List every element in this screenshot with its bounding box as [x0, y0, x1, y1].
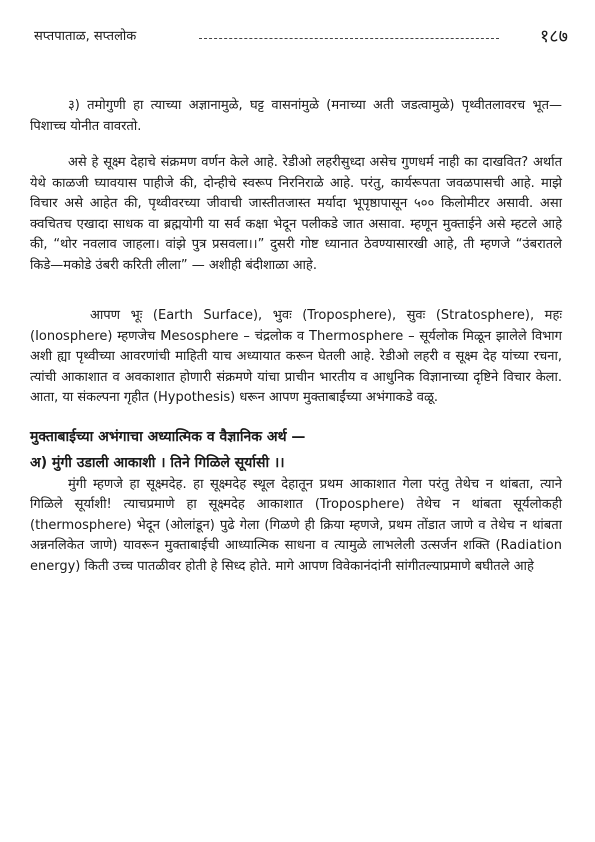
page-header — [34, 26, 568, 46]
page-number: १८७ — [539, 26, 568, 47]
verse-line: अ) मुंगी उडाली आकाशी । तिने गिळिले सूर्यासी ।। — [30, 454, 285, 471]
paragraph-atmosphere-layers: आपण भूः (Earth Surface), भुवः (Troposphere), सुवः (Stratosphere), महः (Ionosphere) म्हणजेच Mesosphere – चंद्रलोक व Thermosphere – सूर्यलोक मिळून झालेले विभाग अशी ह्या पृथ्वीच्या आवरणांची माहिती याच अध्यायात करून घेतली आहे. रेडीओ लहरी व सूक्ष्म देह यांच्या रचना, त्यांची आकाशात व अवकाशात होणारी संक्रमणे यांचा प्राचीन भारतीय व आधुनिक विज्ञानाच्या दृष्टिने विचार केला. आता, या संकल्पना गृहीत (Hypothesis) धरून आपण मुक्ताबाईंच्या अभंगाकडे वळू. — [30, 308, 562, 405]
paragraph-mungi: मुंगी म्हणजे हा सूक्ष्मदेह. हा सूक्ष्मदेह स्थूल देहातून प्रथम आकाशात गेला परंतु तेथेच न थांबता, त्याने गिळिले सूर्याशी! त्याचप्रमाणे हा सूक्ष्मदेह आकाशात (Troposphere) तेथेच न थांबता सूर्यलोकही (thermosphere) भेदून (ओलांडून) पुढे गेला (गिळणे ही क्रिया म्हणजे, प्रथम तोंडात जाणे व तेथेच न थांबता अन्ननलिकेत जाणे) यावरून मुक्ताबाईची आध्यात्मिक साधना व त्यामुळे लाभलेली उत्सर्जन शक्ति (Radiation energy) किती उच्च पातळीवर होती हे सिध्द होते. मागे आपण विवेकानंदांनी सांगीतल्याप्रमाणे बघीतले आहे — [30, 476, 562, 574]
page-body — [30, 96, 562, 577]
section-heading: मुक्ताबाईच्या अभंगाचा अध्यात्मिक व वैज्ञानिक अर्थ — — [30, 428, 306, 445]
running-head: सप्तपाताळ, सप्तलोक — [34, 29, 137, 44]
paragraph-sukshma-deha: असे हे सूक्ष्म देहाचे संक्रमण वर्णन केले आहे. रेडीओ लहरीसुध्दा असेच गुणधर्म नाही का दाखवित? अर्थात येथे काळजी घ्यावयास पाहीजे की, दोन्हीचे स्वरूप निरनिराळे आहे. परंतु, कार्यरूपता जवळपासची आहे. माझे विचार असे आहेत की, पृथ्वीवरच्या जीवाची जास्तीतजास्त मर्यादा भूपृष्ठापासून ५०० किलोमीटर असावी. असा क्वचितच एखादा साधक वा ब्रह्मयोगी या सर्व कक्षा भेदून पलीकडे जात असावा. म्हणून मुक्ताईने असे म्हटले आहे की, “थोर नवलाव जाहला। वांझे पुत्र प्रसवला।।” दुसरी गोष्ट ध्यानात ठेवण्यासारखी आहे, ती म्हणजे “उंबरातले किडे—मकोडे उंबरी करिती लीला” — अशीही बंदीशाळा आहे. — [30, 155, 562, 273]
paragraph-tamoguni: ३) तमोगुणी हा त्याच्या अज्ञानामुळे, घट्ट वासनांमुळे (मनाच्या अती जडत्वामुळे) पृथ्वीतलावरच भूत—पिशाच्च योनीत वावरतो. — [30, 98, 562, 134]
header-rule — [199, 38, 499, 39]
